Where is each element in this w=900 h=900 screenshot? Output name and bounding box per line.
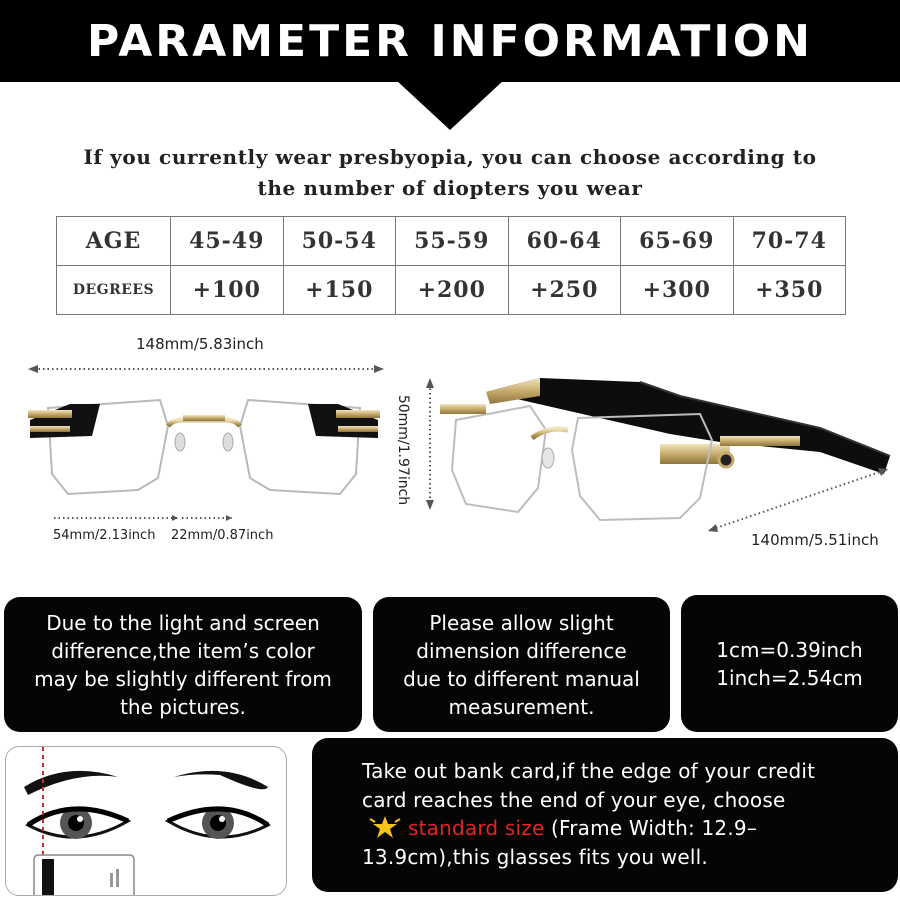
glasses-illustration xyxy=(0,330,900,570)
page-title: PARAMETER INFORMATION xyxy=(87,16,813,67)
degrees-header: DEGREES xyxy=(57,266,171,315)
total-width-label: 148mm/5.83inch xyxy=(136,335,264,353)
age-header: AGE xyxy=(57,217,171,266)
degree-cell: +250 xyxy=(508,266,621,315)
star-burst-icon xyxy=(368,815,402,841)
lens-height-label: 50mm/1.97inch xyxy=(395,394,411,506)
degree-cell: +150 xyxy=(283,266,396,315)
eye-illustration xyxy=(5,746,287,896)
degree-cell: +300 xyxy=(621,266,734,315)
conversion-box xyxy=(681,595,898,732)
bank-card-tip-text: Take out bank card,if the edge of your credit card reaches the end of your eye, choose standard size (Frame Width: 12.9– 13.9cm),this glasses fits you well. xyxy=(362,759,816,869)
dimension-note-box xyxy=(373,597,670,732)
intro-line-1: If you currently wear presbyopia, you can choose according to xyxy=(83,145,817,169)
glasses-side-icon xyxy=(440,378,890,520)
bridge-width-label: 22mm/0.87inch xyxy=(171,528,274,543)
table-row-age xyxy=(57,217,846,266)
degree-cell: +350 xyxy=(733,266,846,315)
degree-cell: +200 xyxy=(396,266,509,315)
lens-width-dimension-line xyxy=(54,515,178,521)
age-cell: 55-59 xyxy=(396,217,509,266)
age-cell: 65-69 xyxy=(621,217,734,266)
table-row-degrees xyxy=(57,266,846,315)
degree-cell: +100 xyxy=(171,266,284,315)
temple-length-label: 140mm/5.51inch xyxy=(751,531,879,549)
bridge-width-dimension-line xyxy=(182,515,232,521)
eye-icon xyxy=(6,747,287,896)
glasses-front-icon xyxy=(28,400,380,494)
color-note-box xyxy=(4,597,362,732)
header-notch xyxy=(396,80,504,130)
diopter-table xyxy=(56,216,846,315)
temple-length-dimension-line xyxy=(708,468,888,532)
color-note-text: Due to the light and screen difference,the item’s color may be slightly different from the pictures. xyxy=(34,610,332,719)
conversion-text: 1cm=0.39inch 1inch=2.54cm xyxy=(716,637,863,690)
dimension-note-text: Please allow slight dimension difference due to different manual measurement. xyxy=(403,610,640,719)
intro-text xyxy=(40,142,860,204)
total-width-dimension-line xyxy=(28,365,384,373)
bank-card-tip-box xyxy=(312,738,898,892)
intro-line-2: the number of diopters you wear xyxy=(257,176,643,200)
lens-width-label: 54mm/2.13inch xyxy=(53,528,156,543)
standard-size-highlight: standard size xyxy=(408,816,545,840)
bank-card-icon xyxy=(34,855,134,896)
age-cell: 60-64 xyxy=(508,217,621,266)
age-cell: 45-49 xyxy=(171,217,284,266)
age-cell: 50-54 xyxy=(283,217,396,266)
lens-height-dimension-line xyxy=(426,378,434,510)
age-cell: 70-74 xyxy=(733,217,846,266)
